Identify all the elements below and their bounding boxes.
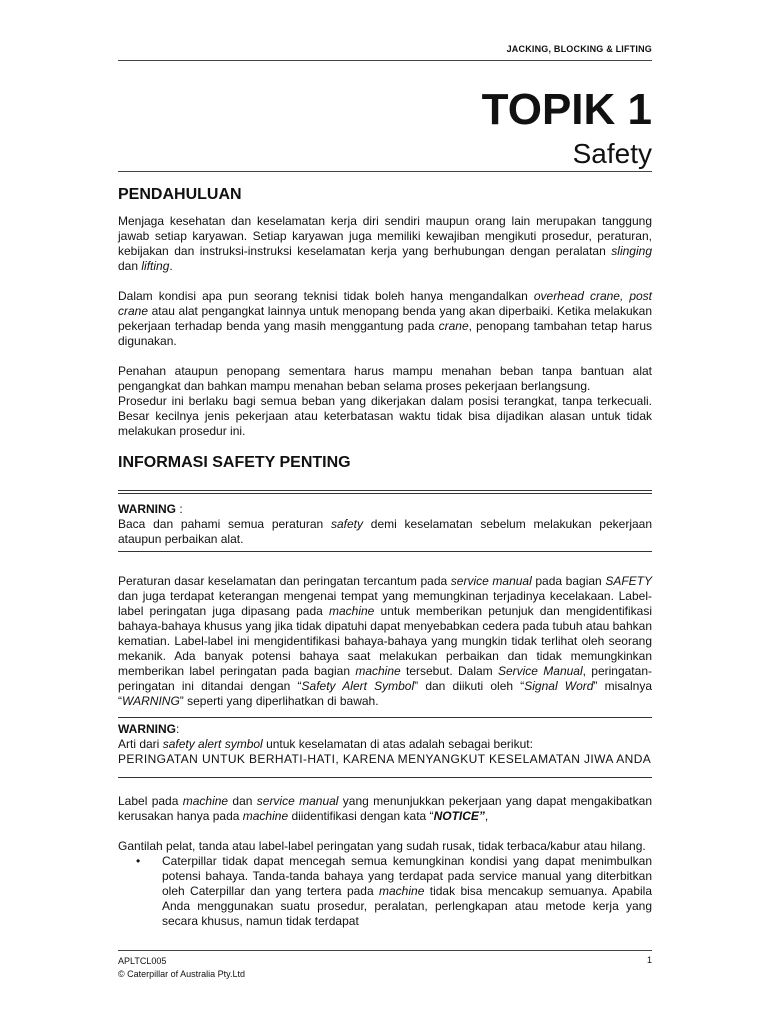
section-heading-pendahuluan: PENDAHULUAN: [118, 186, 242, 203]
warning-box-1: WARNING : Baca dan pahami semua peraturan safety demi keselamatan sebelum melakukan pekerjaan ataupun perbaikan alat.: [118, 502, 652, 546]
copyright: © Caterpillar of Australia Pty.Ltd: [118, 969, 246, 979]
intro-paragraph-3: Penahan ataupun penopang sementara harus mampu menahan beban tanpa bantuan alat pengangkat dan bahkan mampu menahan beban selama proses pekerjaan berlangsung.: [118, 364, 652, 393]
label-paragraph: Label pada machine dan service manual yang menunjukkan pekerjaan yang dapat mengakibatkan kerusakan hanya pada machine diidentifikasi dengan kata “NOTICE”,: [118, 794, 652, 823]
rules-paragraph: Peraturan dasar keselamatan dan peringatan tercantum pada service manual pada bagian SAFETY dan juga terdapat keterangan mengenai tempat yang memungkinan terjadinya kecelakaan. Label-label peringatan juga dipasang pada machine untuk memberikan petunjuk dan mengidentifikasi bahaya-bahaya khusus yang jika tidak dipatuhi dapat menyebabkan cedera pada tubuh atau bahkan kematian. Label-label ini mengidentifikasi bahaya-bahaya yang mungkin tidak terlihat oleh seorang mekanik. Ada banyak potensi bahaya saat melakukan perbaikan dan tidak memungkinkan memberikan label peringatan pada bagian machine tersebut. Dalam Service Manual, peringatan-peringatan ini ditandai dengan “Safety Alert Symbol” dan diikuti oleh “Signal Word” misalnya “WARNING” seperti yang diperlihatkan di bawah.: [118, 574, 653, 708]
warning-box-2-caps: PERINGATAN UNTUK BERHATI-HATI, KARENA MENYANGKUT KESELAMATAN JIWA ANDA: [118, 752, 652, 766]
topic-number: TOPIK 1: [481, 85, 652, 134]
section-heading-informasi-safety: INFORMASI SAFETY PENTING: [118, 454, 351, 471]
warning-box-top-rule: [118, 490, 652, 494]
page-number: 1: [646, 955, 652, 965]
title-rule: [118, 171, 652, 172]
warning-box-2: WARNING: Arti dari safety alert symbol untuk keselamatan di atas adalah sebagai berikut:: [118, 722, 533, 751]
document-code: APLTCL005: [118, 956, 167, 966]
warning-box-2-top-rule: [118, 717, 652, 718]
bullet-icon: •: [136, 854, 141, 868]
warning-box-2-bottom-rule: [118, 777, 652, 778]
warning-box-1-bottom-rule: [118, 551, 652, 552]
bullet-list: [118, 854, 652, 929]
running-header: JACKING, BLOCKING & LIFTING: [506, 44, 652, 54]
intro-paragraph-2: Dalam kondisi apa pun seorang teknisi tidak boleh hanya mengandalkan overhead crane, post crane atau alat pengangkat lainnya untuk menopang benda yang akan diperbaiki. Ketika melakukan pekerjaan terhadap benda yang masih menggantung pada crane, penopang tambahan tetap harus digunakan.: [118, 289, 653, 348]
list-item: • Caterpillar tidak dapat mencegah semua kemungkinan kondisi yang dapat menimbulkan potensi bahaya. Tanda-tanda bahaya yang terdapat pada service manual yang diterbitkan oleh Caterpillar dan yang tertera pada machine tidak bisa mencakup semuanya. Apabila Anda menggunakan suatu prosedur, peralatan, perlengkapan atau metode kerja yang secara khusus, namun tidak terdapat: [136, 854, 653, 928]
replace-paragraph: Gantilah pelat, tanda atau label-label peringatan yang sudah rusak, tidak terbaca/kabur atau hilang.: [118, 839, 646, 853]
footer-rule: [118, 950, 652, 951]
topic-subtitle: Safety: [572, 138, 652, 169]
intro-paragraph-1: Menjaga kesehatan dan keselamatan kerja diri sendiri maupun orang lain merupakan tanggung jawab setiap karyawan. Setiap karyawan juga memiliki kewajiban mengikuti prosedur, peraturan, kebijakan dan instruksi-instruksi keselamatan kerja yang berhubungan dengan peralatan slinging dan lifting.: [118, 214, 652, 273]
intro-paragraph-4: Prosedur ini berlaku bagi semua beban yang dikerjakan dalam posisi terangkat, tanpa terkecuali. Besar kecilnya jenis pekerjaan atau keterbatasan waktu tidak bisa dijadikan alasan untuk tidak melakukan prosedur ini.: [118, 394, 652, 438]
header-rule: [118, 60, 652, 61]
document-body: [118, 186, 652, 929]
